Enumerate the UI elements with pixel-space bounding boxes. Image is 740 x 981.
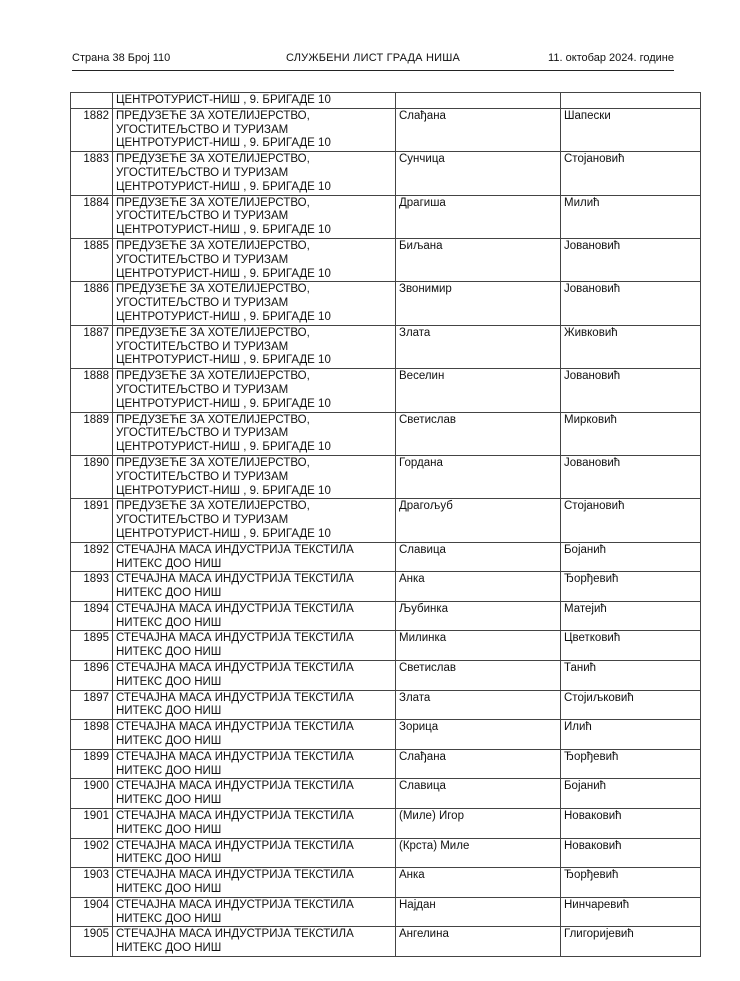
- employer-line: НИТЕКС ДОО НИШ: [116, 942, 222, 955]
- page-header: [72, 52, 674, 70]
- first-name: Гордана: [396, 455, 561, 498]
- row-number: [71, 93, 113, 109]
- table-row: [71, 838, 701, 868]
- last-name: Стојановић: [561, 499, 701, 542]
- table-row: [71, 499, 701, 542]
- employer-line: УГОСТИТЕЉСТВО И ТУРИЗАМ: [116, 253, 289, 266]
- table-row: [71, 927, 701, 957]
- employer-line: УГОСТИТЕЉСТВО И ТУРИЗАМ: [116, 166, 289, 179]
- employer-cell: [113, 897, 396, 927]
- last-name: Јовановић: [561, 369, 701, 412]
- employer-line: ПРЕДУЗЕЋЕ ЗА ХОТЕЛИЈЕРСТВО,: [116, 413, 310, 426]
- employer-line: НИТЕКС ДОО НИШ: [116, 675, 222, 688]
- employer-cell: [113, 238, 396, 281]
- first-name: (Крста) Миле: [396, 838, 561, 868]
- last-name: Нинчаревић: [561, 897, 701, 927]
- employer-line: ЦЕНТРОТУРИСТ-НИШ , 9. БРИГАДЕ 10: [116, 527, 331, 540]
- table-row: [71, 661, 701, 691]
- employer-line: СТЕЧАЈНА МАСА ИНДУСТРИЈА ТЕКСТИЛА: [116, 839, 354, 852]
- employer-line: СТЕЧАЈНА МАСА ИНДУСТРИЈА ТЕКСТИЛА: [116, 632, 354, 645]
- employer-line: УГОСТИТЕЉСТВО И ТУРИЗАМ: [116, 297, 289, 310]
- row-number: 1905: [71, 927, 113, 957]
- row-number: 1891: [71, 499, 113, 542]
- employer-cell: [113, 661, 396, 691]
- employer-line: ЦЕНТРОТУРИСТ-НИШ , 9. БРИГАДЕ 10: [116, 397, 331, 410]
- table-row: [71, 690, 701, 720]
- employer-line: СТЕЧАЈНА МАСА ИНДУСТРИЈА ТЕКСТИЛА: [116, 869, 354, 882]
- employer-line: НИТЕКС ДОО НИШ: [116, 557, 222, 570]
- employer-line: СТЕЧАЈНА МАСА ИНДУСТРИЈА ТЕКСТИЛА: [116, 928, 354, 941]
- employer-cell: [113, 93, 396, 109]
- employer-line: НИТЕКС ДОО НИШ: [116, 912, 222, 925]
- employer-cell: [113, 369, 396, 412]
- row-number: 1890: [71, 455, 113, 498]
- table-row: [71, 195, 701, 238]
- employer-line: НИТЕКС ДОО НИШ: [116, 794, 222, 807]
- first-name: Веселин: [396, 369, 561, 412]
- employer-cell: [113, 690, 396, 720]
- last-name: Танић: [561, 661, 701, 691]
- first-name: [396, 93, 561, 109]
- table-row: [71, 720, 701, 750]
- first-name: Анка: [396, 572, 561, 602]
- row-number: 1888: [71, 369, 113, 412]
- issue-date: 11. октобар 2024. године: [548, 52, 674, 64]
- employer-line: УГОСТИТЕЉСТВО И ТУРИЗАМ: [116, 470, 289, 483]
- employer-line: ПРЕДУЗЕЋЕ ЗА ХОТЕЛИЈЕРСТВО,: [116, 326, 310, 339]
- table-row: [71, 779, 701, 809]
- first-name: Милинка: [396, 631, 561, 661]
- table-row: [71, 238, 701, 281]
- employer-line: НИТЕКС ДОО НИШ: [116, 705, 222, 718]
- table-row: [71, 93, 701, 109]
- employer-line: ЦЕНТРОТУРИСТ-НИШ , 9. БРИГАДЕ 10: [116, 137, 331, 150]
- employer-line: НИТЕКС ДОО НИШ: [116, 735, 222, 748]
- first-name: Драгољуб: [396, 499, 561, 542]
- row-number: 1893: [71, 572, 113, 602]
- row-number: 1902: [71, 838, 113, 868]
- employer-line: ПРЕДУЗЕЋЕ ЗА ХОТЕЛИЈЕРСТВО,: [116, 500, 310, 513]
- table-row: [71, 325, 701, 368]
- last-name: Стојиљковић: [561, 690, 701, 720]
- first-name: (Миле) Игор: [396, 809, 561, 839]
- header-divider: [72, 70, 674, 71]
- row-number: 1883: [71, 152, 113, 195]
- first-name: Зорица: [396, 720, 561, 750]
- last-name: Новаковић: [561, 838, 701, 868]
- last-name: Шапески: [561, 108, 701, 151]
- row-number: 1899: [71, 749, 113, 779]
- table-row: [71, 631, 701, 661]
- employer-cell: [113, 325, 396, 368]
- employer-line: СТЕЧАЈНА МАСА ИНДУСТРИЈА ТЕКСТИЛА: [116, 662, 354, 675]
- employer-line: ПРЕДУЗЕЋЕ ЗА ХОТЕЛИЈЕРСТВО,: [116, 153, 310, 166]
- first-name: Злата: [396, 690, 561, 720]
- row-number: 1887: [71, 325, 113, 368]
- employer-line: СТЕЧАЈНА МАСА ИНДУСТРИЈА ТЕКСТИЛА: [116, 750, 354, 763]
- row-number: 1900: [71, 779, 113, 809]
- row-number: 1882: [71, 108, 113, 151]
- employer-cell: [113, 282, 396, 325]
- employer-line: ЦЕНТРОТУРИСТ-НИШ , 9. БРИГАДЕ 10: [116, 310, 331, 323]
- employer-cell: [113, 868, 396, 898]
- employer-cell: [113, 455, 396, 498]
- row-number: 1904: [71, 897, 113, 927]
- row-number: 1897: [71, 690, 113, 720]
- last-name: Мирковић: [561, 412, 701, 455]
- registry-table: [70, 92, 701, 957]
- table-row: [71, 749, 701, 779]
- employer-line: ЦЕНТРОТУРИСТ-НИШ , 9. БРИГАДЕ 10: [116, 484, 331, 497]
- last-name: Цветковић: [561, 631, 701, 661]
- table-row: [71, 369, 701, 412]
- last-name: Јовановић: [561, 238, 701, 281]
- employer-line: УГОСТИТЕЉСТВО И ТУРИЗАМ: [116, 427, 289, 440]
- table-row: [71, 542, 701, 572]
- last-name: Матејић: [561, 601, 701, 631]
- last-name: Ђорђевић: [561, 572, 701, 602]
- employer-line: СТЕЧАЈНА МАСА ИНДУСТРИЈА ТЕКСТИЛА: [116, 602, 354, 615]
- employer-line: ПРЕДУЗЕЋЕ ЗА ХОТЕЛИЈЕРСТВО,: [116, 196, 310, 209]
- employer-line: НИТЕКС ДОО НИШ: [116, 616, 222, 629]
- employer-cell: [113, 631, 396, 661]
- employer-line: ПРЕДУЗЕЋЕ ЗА ХОТЕЛИЈЕРСТВО,: [116, 283, 310, 296]
- last-name: Живковић: [561, 325, 701, 368]
- employer-line: ЦЕНТРОТУРИСТ-НИШ , 9. БРИГАДЕ 10: [116, 224, 331, 237]
- first-name: Анка: [396, 868, 561, 898]
- employer-line: СТЕЧАЈНА МАСА ИНДУСТРИЈА ТЕКСТИЛА: [116, 780, 354, 793]
- row-number: 1886: [71, 282, 113, 325]
- employer-line: НИТЕКС ДОО НИШ: [116, 883, 222, 896]
- employer-line: НИТЕКС ДОО НИШ: [116, 823, 222, 836]
- employer-line: НИТЕКС ДОО НИШ: [116, 646, 222, 659]
- employer-cell: [113, 152, 396, 195]
- employer-line: НИТЕКС ДОО НИШ: [116, 853, 222, 866]
- first-name: Љубинка: [396, 601, 561, 631]
- first-name: Слађана: [396, 749, 561, 779]
- employer-line: ПРЕДУЗЕЋЕ ЗА ХОТЕЛИЈЕРСТВО,: [116, 456, 310, 469]
- last-name: Новаковић: [561, 809, 701, 839]
- employer-line: ЦЕНТРОТУРИСТ-НИШ , 9. БРИГАДЕ 10: [116, 180, 331, 193]
- employer-line: УГОСТИТЕЉСТВО И ТУРИЗАМ: [116, 340, 289, 353]
- employer-line: СТЕЧАЈНА МАСА ИНДУСТРИЈА ТЕКСТИЛА: [116, 898, 354, 911]
- row-number: 1895: [71, 631, 113, 661]
- table-row: [71, 152, 701, 195]
- employer-cell: [113, 838, 396, 868]
- employer-cell: [113, 601, 396, 631]
- employer-line: ПРЕДУЗЕЋЕ ЗА ХОТЕЛИЈЕРСТВО,: [116, 239, 310, 252]
- last-name: Ђорђевић: [561, 868, 701, 898]
- employer-line: ПРЕДУЗЕЋЕ ЗА ХОТЕЛИЈЕРСТВО,: [116, 370, 310, 383]
- row-number: 1885: [71, 238, 113, 281]
- employer-line: НИТЕКС ДОО НИШ: [116, 587, 222, 600]
- employer-line: СТЕЧАЈНА МАСА ИНДУСТРИЈА ТЕКСТИЛА: [116, 721, 354, 734]
- employer-cell: [113, 108, 396, 151]
- registry-rows: [71, 93, 701, 957]
- employer-line: УГОСТИТЕЉСТВО И ТУРИЗАМ: [116, 383, 289, 396]
- employer-line: ЦЕНТРОТУРИСТ-НИШ , 9. БРИГАДЕ 10: [116, 94, 331, 106]
- last-name: Јовановић: [561, 455, 701, 498]
- employer-cell: [113, 542, 396, 572]
- first-name: Злата: [396, 325, 561, 368]
- first-name: Светислав: [396, 412, 561, 455]
- last-name: Милић: [561, 195, 701, 238]
- employer-line: НИТЕКС ДОО НИШ: [116, 764, 222, 777]
- row-number: 1894: [71, 601, 113, 631]
- employer-line: СТЕЧАЈНА МАСА ИНДУСТРИЈА ТЕКСТИЛА: [116, 573, 354, 586]
- table-row: [71, 572, 701, 602]
- employer-cell: [113, 572, 396, 602]
- last-name: Јовановић: [561, 282, 701, 325]
- last-name: Бојанић: [561, 542, 701, 572]
- employer-cell: [113, 749, 396, 779]
- table-row: [71, 809, 701, 839]
- first-name: Најдан: [396, 897, 561, 927]
- gazette-title: СЛУЖБЕНИ ЛИСТ ГРАДА НИША: [285, 52, 461, 64]
- employer-line: ЦЕНТРОТУРИСТ-НИШ , 9. БРИГАДЕ 10: [116, 267, 331, 280]
- table-row: [71, 412, 701, 455]
- employer-cell: [113, 809, 396, 839]
- first-name: Слађана: [396, 108, 561, 151]
- employer-cell: [113, 779, 396, 809]
- first-name: Славица: [396, 779, 561, 809]
- employer-cell: [113, 195, 396, 238]
- table-row: [71, 282, 701, 325]
- last-name: Бојанић: [561, 779, 701, 809]
- last-name: Илић: [561, 720, 701, 750]
- employer-line: ЦЕНТРОТУРИСТ-НИШ , 9. БРИГАДЕ 10: [116, 354, 331, 367]
- employer-line: УГОСТИТЕЉСТВО И ТУРИЗАМ: [116, 514, 289, 527]
- employer-line: СТЕЧАЈНА МАСА ИНДУСТРИЈА ТЕКСТИЛА: [116, 691, 354, 704]
- row-number: 1898: [71, 720, 113, 750]
- table-row: [71, 601, 701, 631]
- employer-line: ПРЕДУЗЕЋЕ ЗА ХОТЕЛИЈЕРСТВО,: [116, 109, 310, 122]
- table-row: [71, 108, 701, 151]
- employer-line: СТЕЧАЈНА МАСА ИНДУСТРИЈА ТЕКСТИЛА: [116, 543, 354, 556]
- employer-cell: [113, 499, 396, 542]
- table-row: [71, 897, 701, 927]
- employer-line: УГОСТИТЕЉСТВО И ТУРИЗАМ: [116, 210, 289, 223]
- last-name: [561, 93, 701, 109]
- employer-line: СТЕЧАЈНА МАСА ИНДУСТРИЈА ТЕКСТИЛА: [116, 810, 354, 823]
- employer-cell: [113, 927, 396, 957]
- row-number: 1896: [71, 661, 113, 691]
- first-name: Ангелина: [396, 927, 561, 957]
- employer-cell: [113, 412, 396, 455]
- first-name: Звонимир: [396, 282, 561, 325]
- row-number: 1889: [71, 412, 113, 455]
- first-name: Сунчица: [396, 152, 561, 195]
- row-number: 1892: [71, 542, 113, 572]
- row-number: 1884: [71, 195, 113, 238]
- employer-line: УГОСТИТЕЉСТВО И ТУРИЗАМ: [116, 123, 289, 136]
- table-row: [71, 455, 701, 498]
- employer-cell: [113, 720, 396, 750]
- first-name: Славица: [396, 542, 561, 572]
- employer-line: ЦЕНТРОТУРИСТ-НИШ , 9. БРИГАДЕ 10: [116, 441, 331, 454]
- last-name: Стојановић: [561, 152, 701, 195]
- row-number: 1903: [71, 868, 113, 898]
- last-name: Ђорђевић: [561, 749, 701, 779]
- row-number: 1901: [71, 809, 113, 839]
- first-name: Биљана: [396, 238, 561, 281]
- first-name: Драгиша: [396, 195, 561, 238]
- first-name: Светислав: [396, 661, 561, 691]
- page-number: Страна 38 Број 110: [72, 52, 171, 64]
- last-name: Глигоријевић: [561, 927, 701, 957]
- table-row: [71, 868, 701, 898]
